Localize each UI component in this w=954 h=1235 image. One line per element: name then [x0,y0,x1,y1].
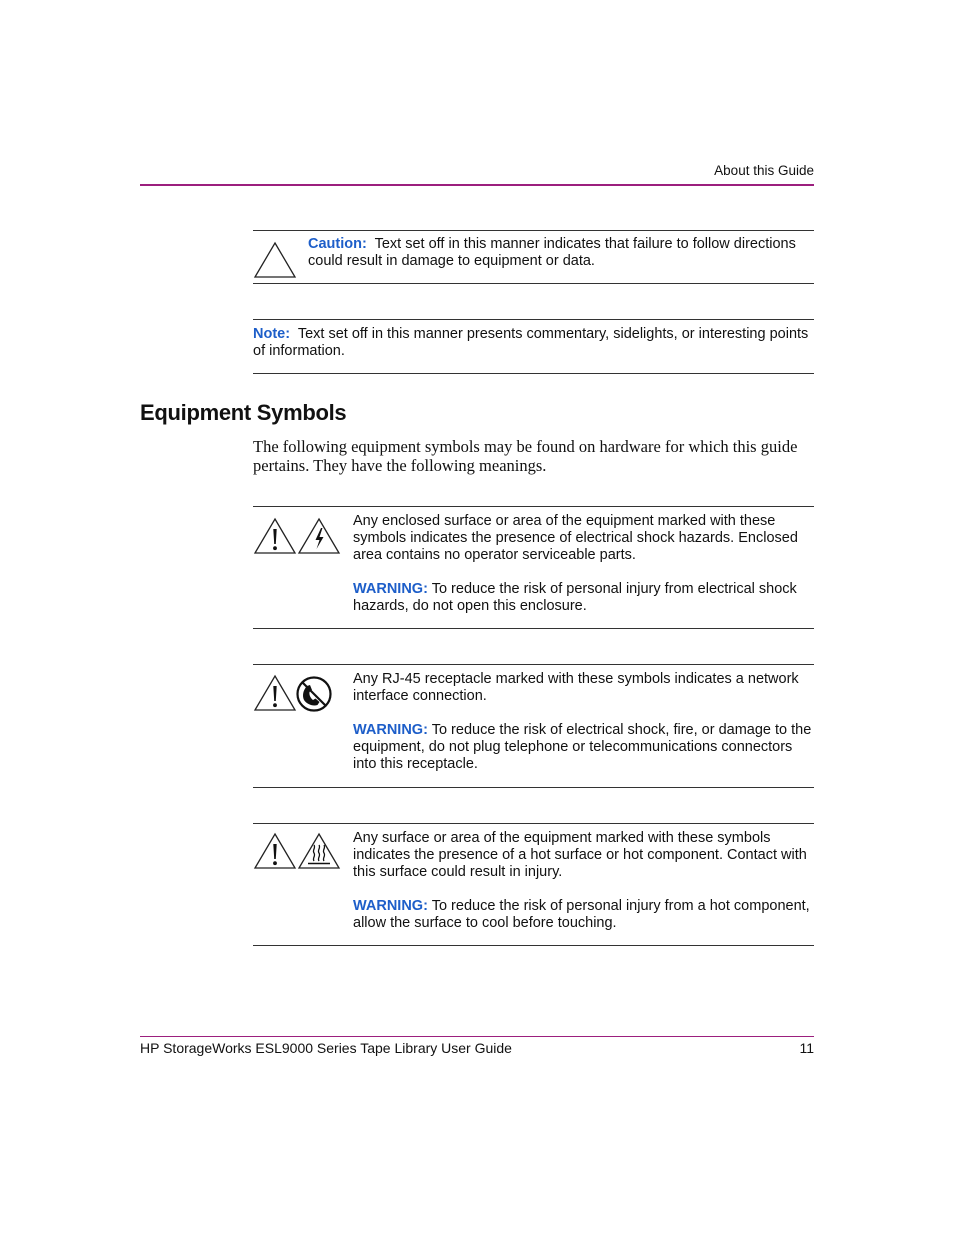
shock-description: Any enclosed surface or area of the equipment marked with these symbols indicates the presence of electrical shock hazards. Enclosed area contains no operator serviceable parts. [353,513,798,563]
shock-warning-label: WARNING: [353,581,428,597]
header-rule [140,184,814,186]
caution-text-block [308,236,808,270]
shock-hazard-icons [253,517,343,555]
network-warning-text: To reduce the risk of electrical shock, fire, or damage to the equipment, do not plug telephone or telecommunications connectors into this receptacle. [353,722,812,772]
shock-warning [353,581,814,615]
shock-text [353,513,814,615]
warning-triangle-icon [255,834,295,868]
warning-triangle-icon [255,676,295,710]
caution-box [253,230,814,284]
hot-surface-icons [253,832,343,870]
electrical-shock-icon [299,519,339,553]
hot-surface-text [353,830,814,932]
section-heading: Equipment Symbols [140,400,347,425]
warning-triangle-icon [255,519,295,553]
network-text [353,671,814,773]
note-label: Note: [253,326,291,342]
hot-surface-description: Any surface or area of the equipment marked with these symbols indicates the presence of a hot surface or hot component. Contact with this surface could result in injury. [353,830,807,880]
hot-surface-warning-label: WARNING: [353,898,428,914]
hot-surface-icon [299,834,339,868]
footer-page-number: 11 [799,1040,814,1056]
caution-triangle-icon [253,241,297,279]
note-box [253,319,814,374]
network-hazard-icons [253,673,343,713]
shock-warning-text: To reduce the risk of personal injury from electrical shock hazards, do not open this enclosure. [353,581,797,614]
symbol-entry-shock [253,506,814,629]
symbol-entry-network [253,664,814,788]
running-header: About this Guide [714,163,814,178]
symbol-entry-hot-surface [253,823,814,946]
network-description: Any RJ-45 receptacle marked with these symbols indicates a network interface connection. [353,671,799,704]
note-text-block [253,326,810,360]
caution-label: Caution: [308,236,367,252]
network-warning [353,722,814,773]
no-telephone-icon [298,678,331,711]
hot-surface-warning [353,898,814,932]
footer-doc-title: HP StorageWorks ESL9000 Series Tape Library User Guide [140,1040,512,1056]
caution-text: Text set off in this manner indicates that failure to follow directions could result in damage to equipment or data. [308,236,796,269]
note-text: Text set off in this manner presents commentary, sidelights, or interesting points of information. [253,326,809,359]
network-warning-label: WARNING: [353,722,428,738]
hot-surface-warning-text: To reduce the risk of personal injury from a hot component, allow the surface to cool before touching. [353,898,810,931]
footer-rule [140,1036,814,1037]
section-intro: The following equipment symbols may be found on hardware for which this guide pertains. They have the following meanings. [253,437,798,475]
